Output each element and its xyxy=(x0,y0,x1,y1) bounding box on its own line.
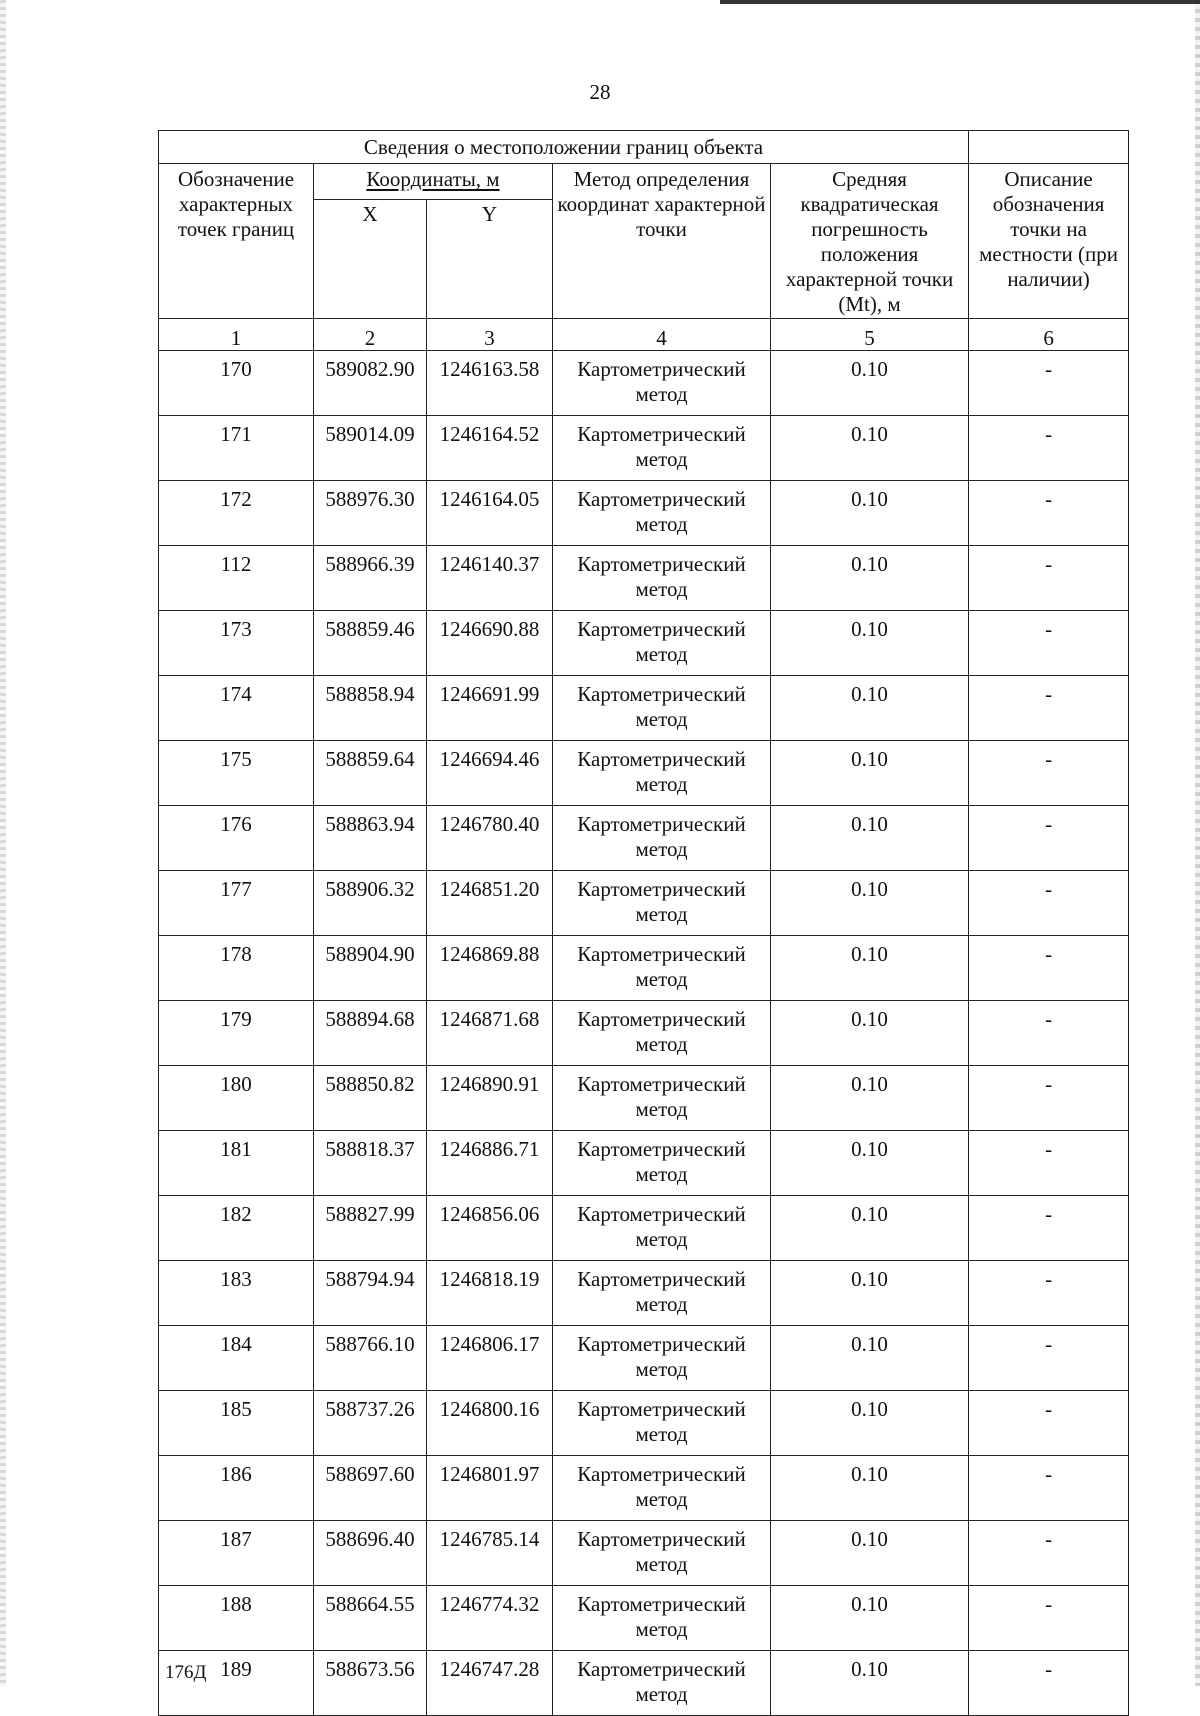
cell-error: 0.10 xyxy=(771,936,969,1001)
column-number: 5 xyxy=(771,319,969,351)
table-row xyxy=(159,936,1129,1001)
table-row xyxy=(159,1521,1129,1586)
cell-description: - xyxy=(969,1456,1129,1521)
cell-y: 1246164.05 xyxy=(427,481,553,546)
scan-edge-right xyxy=(1195,0,1200,1686)
cell-y: 1246747.28 xyxy=(427,1651,553,1716)
cell-point: 181 xyxy=(159,1131,314,1196)
cell-error: 0.10 xyxy=(771,351,969,416)
cell-error: 0.10 xyxy=(771,1001,969,1066)
cell-error: 0.10 xyxy=(771,1456,969,1521)
caption-empty-cell xyxy=(969,131,1129,164)
cell-error: 0.10 xyxy=(771,741,969,806)
cell-description: - xyxy=(969,936,1129,1001)
header-x: X xyxy=(314,200,427,319)
table-row xyxy=(159,416,1129,481)
boundary-points-table xyxy=(158,130,1129,1716)
header-y: Y xyxy=(427,200,553,319)
cell-description: - xyxy=(969,871,1129,936)
cell-error: 0.10 xyxy=(771,871,969,936)
cell-y: 1246140.37 xyxy=(427,546,553,611)
header-coords xyxy=(314,164,553,200)
cell-x: 588859.64 xyxy=(314,741,427,806)
cell-description: - xyxy=(969,1066,1129,1131)
cell-y: 1246800.16 xyxy=(427,1391,553,1456)
cell-x: 588894.68 xyxy=(314,1001,427,1066)
cell-description: - xyxy=(969,1391,1129,1456)
cell-method: Картометрический метод xyxy=(553,1261,771,1326)
cell-x: 589014.09 xyxy=(314,416,427,481)
cell-description: - xyxy=(969,481,1129,546)
cell-x: 589082.90 xyxy=(314,351,427,416)
cell-y: 1246691.99 xyxy=(427,676,553,741)
table-row xyxy=(159,741,1129,806)
cell-point: 176 xyxy=(159,806,314,871)
cell-error: 0.10 xyxy=(771,1131,969,1196)
cell-x: 588737.26 xyxy=(314,1391,427,1456)
cell-x: 588858.94 xyxy=(314,676,427,741)
cell-error: 0.10 xyxy=(771,1196,969,1261)
cell-description: - xyxy=(969,546,1129,611)
cell-method: Картометрический метод xyxy=(553,806,771,871)
cell-x: 588697.60 xyxy=(314,1456,427,1521)
table-row xyxy=(159,871,1129,936)
cell-error: 0.10 xyxy=(771,1521,969,1586)
cell-y: 1246871.68 xyxy=(427,1001,553,1066)
cell-point: 182 xyxy=(159,1196,314,1261)
cell-method: Картометрический метод xyxy=(553,1326,771,1391)
cell-error: 0.10 xyxy=(771,416,969,481)
cell-method: Картометрический метод xyxy=(553,481,771,546)
cell-x: 588696.40 xyxy=(314,1521,427,1586)
cell-point: 188 xyxy=(159,1586,314,1651)
cell-error: 0.10 xyxy=(771,611,969,676)
cell-point: 171 xyxy=(159,416,314,481)
scan-edge-left xyxy=(0,0,6,1686)
column-number: 2 xyxy=(314,319,427,351)
cell-point: 174 xyxy=(159,676,314,741)
column-number-row xyxy=(159,319,1129,351)
cell-x: 588906.32 xyxy=(314,871,427,936)
cell-y: 1246163.58 xyxy=(427,351,553,416)
cell-description: - xyxy=(969,676,1129,741)
cell-description: - xyxy=(969,611,1129,676)
cell-description: - xyxy=(969,1261,1129,1326)
cell-method: Картометрический метод xyxy=(553,1521,771,1586)
cell-y: 1246806.17 xyxy=(427,1326,553,1391)
column-number: 1 xyxy=(159,319,314,351)
cell-method: Картометрический метод xyxy=(553,871,771,936)
header-method: Метод определения координат характерной точки xyxy=(553,164,771,319)
table-row xyxy=(159,1586,1129,1651)
cell-description: - xyxy=(969,741,1129,806)
cell-error: 0.10 xyxy=(771,806,969,871)
cell-y: 1246694.46 xyxy=(427,741,553,806)
column-number: 3 xyxy=(427,319,553,351)
column-number: 4 xyxy=(553,319,771,351)
cell-error: 0.10 xyxy=(771,1586,969,1651)
cell-method: Картометрический метод xyxy=(553,351,771,416)
cell-point: 179 xyxy=(159,1001,314,1066)
cell-description: - xyxy=(969,1196,1129,1261)
table-row xyxy=(159,546,1129,611)
table-caption: Сведения о местоположении границ объекта xyxy=(159,131,969,164)
scan-edge-top xyxy=(720,0,1200,4)
cell-x: 588850.82 xyxy=(314,1066,427,1131)
cell-point: 189 xyxy=(159,1651,314,1716)
cell-method: Картометрический метод xyxy=(553,936,771,1001)
cell-error: 0.10 xyxy=(771,1651,969,1716)
table-row xyxy=(159,1391,1129,1456)
header-description: Описание обозначения точки на местности (при наличии) xyxy=(969,164,1129,319)
cell-x: 588966.39 xyxy=(314,546,427,611)
cell-description: - xyxy=(969,1131,1129,1196)
cell-error: 0.10 xyxy=(771,1066,969,1131)
cell-y: 1246801.97 xyxy=(427,1456,553,1521)
cell-x: 588904.90 xyxy=(314,936,427,1001)
cell-x: 588859.46 xyxy=(314,611,427,676)
cell-x: 588863.94 xyxy=(314,806,427,871)
cell-description: - xyxy=(969,1326,1129,1391)
table-row xyxy=(159,1326,1129,1391)
table-row xyxy=(159,1001,1129,1066)
cell-y: 1246851.20 xyxy=(427,871,553,936)
cell-x: 588818.37 xyxy=(314,1131,427,1196)
cell-point: 178 xyxy=(159,936,314,1001)
page-number: 28 xyxy=(589,80,611,104)
cell-point: 112 xyxy=(159,546,314,611)
header-coords-label: Координаты, м xyxy=(366,167,500,191)
cell-point: 172 xyxy=(159,481,314,546)
cell-y: 1246785.14 xyxy=(427,1521,553,1586)
cell-method: Картометрический метод xyxy=(553,1131,771,1196)
cell-method: Картометрический метод xyxy=(553,741,771,806)
cell-error: 0.10 xyxy=(771,481,969,546)
table-row xyxy=(159,481,1129,546)
cell-y: 1246780.40 xyxy=(427,806,553,871)
cell-method: Картометрический метод xyxy=(553,1586,771,1651)
table-row xyxy=(159,351,1129,416)
cell-y: 1246869.88 xyxy=(427,936,553,1001)
cell-method: Картометрический метод xyxy=(553,416,771,481)
table-row xyxy=(159,1196,1129,1261)
cell-x: 588673.56 xyxy=(314,1651,427,1716)
cell-point: 186 xyxy=(159,1456,314,1521)
table-row xyxy=(159,1261,1129,1326)
cell-point: 177 xyxy=(159,871,314,936)
table-row xyxy=(159,1651,1129,1716)
cell-method: Картометрический метод xyxy=(553,676,771,741)
footer-code: 176Д xyxy=(165,1662,207,1683)
cell-description: - xyxy=(969,1001,1129,1066)
cell-method: Картометрический метод xyxy=(553,1651,771,1716)
table-row xyxy=(159,611,1129,676)
header-point: Обозначение характерных точек границ xyxy=(159,164,314,319)
table-row xyxy=(159,806,1129,871)
cell-y: 1246856.06 xyxy=(427,1196,553,1261)
cell-error: 0.10 xyxy=(771,546,969,611)
cell-point: 180 xyxy=(159,1066,314,1131)
cell-method: Картометрический метод xyxy=(553,546,771,611)
cell-method: Картометрический метод xyxy=(553,1456,771,1521)
cell-description: - xyxy=(969,1651,1129,1716)
cell-method: Картометрический метод xyxy=(553,1196,771,1261)
table-row xyxy=(159,1131,1129,1196)
cell-description: - xyxy=(969,806,1129,871)
cell-point: 183 xyxy=(159,1261,314,1326)
cell-y: 1246886.71 xyxy=(427,1131,553,1196)
cell-method: Картометрический метод xyxy=(553,1391,771,1456)
cell-point: 173 xyxy=(159,611,314,676)
cell-point: 184 xyxy=(159,1326,314,1391)
cell-description: - xyxy=(969,1521,1129,1586)
cell-y: 1246890.91 xyxy=(427,1066,553,1131)
cell-point: 187 xyxy=(159,1521,314,1586)
cell-x: 588827.99 xyxy=(314,1196,427,1261)
table-row xyxy=(159,1066,1129,1131)
cell-y: 1246690.88 xyxy=(427,611,553,676)
cell-point: 175 xyxy=(159,741,314,806)
cell-error: 0.10 xyxy=(771,676,969,741)
cell-y: 1246164.52 xyxy=(427,416,553,481)
column-number: 6 xyxy=(969,319,1129,351)
cell-x: 588976.30 xyxy=(314,481,427,546)
cell-point: 170 xyxy=(159,351,314,416)
cell-description: - xyxy=(969,416,1129,481)
cell-description: - xyxy=(969,1586,1129,1651)
cell-method: Картометрический метод xyxy=(553,1001,771,1066)
cell-method: Картометрический метод xyxy=(553,1066,771,1131)
table-row xyxy=(159,676,1129,741)
cell-x: 588766.10 xyxy=(314,1326,427,1391)
cell-x: 588794.94 xyxy=(314,1261,427,1326)
cell-error: 0.10 xyxy=(771,1261,969,1326)
cell-point: 185 xyxy=(159,1391,314,1456)
cell-y: 1246774.32 xyxy=(427,1586,553,1651)
cell-error: 0.10 xyxy=(771,1326,969,1391)
cell-y: 1246818.19 xyxy=(427,1261,553,1326)
cell-description: - xyxy=(969,351,1129,416)
header-error: Средняя квадратическая погрешность положения характерной точки (Mt), м xyxy=(771,164,969,319)
cell-x: 588664.55 xyxy=(314,1586,427,1651)
table-row xyxy=(159,1456,1129,1521)
cell-method: Картометрический метод xyxy=(553,611,771,676)
cell-error: 0.10 xyxy=(771,1391,969,1456)
